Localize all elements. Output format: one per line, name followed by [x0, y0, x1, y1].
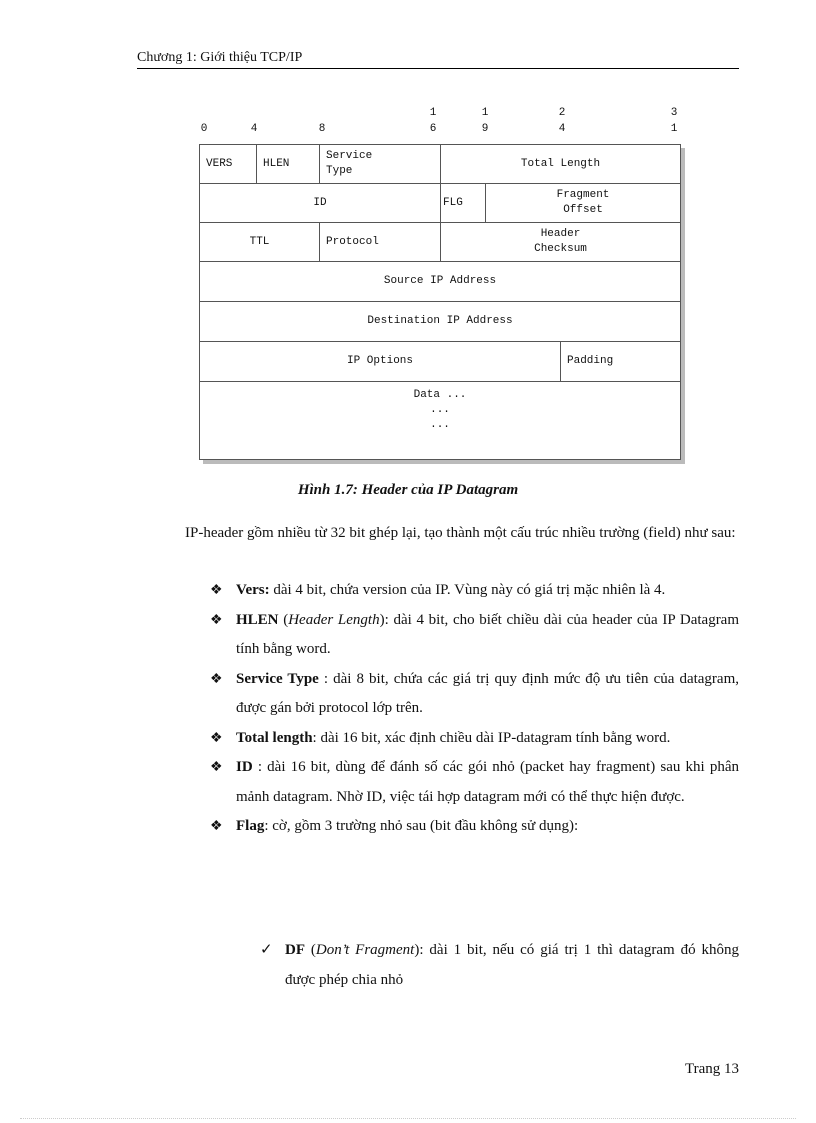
list-item	[210, 724, 739, 754]
bit-tick-bottom: 6	[429, 123, 437, 135]
page-header	[137, 50, 739, 69]
bit-tick-bottom: 9	[481, 123, 489, 135]
field-ip-options: IP Options	[200, 342, 561, 382]
item-text: dài 4 bit, chứa version của IP. Vùng này có giá trị mặc nhiên là 4.	[269, 582, 666, 598]
field-destination-ip: Destination IP Address	[200, 302, 680, 342]
item-text: : dài 16 bit, dùng để đánh số các gói nhỏ (packet hay fragment) sau khi phân mảnh datagram. Nhờ ID, việc tái hợp datagram mới có thể thực hiện được.	[236, 759, 739, 805]
list-item	[210, 753, 739, 812]
field-vers: VERS	[200, 145, 257, 184]
page-number: Trang 13	[684, 1061, 739, 1077]
ip-header-table	[199, 144, 681, 460]
sub-item-term: DF	[285, 942, 305, 958]
field-source-ip: Source IP Address	[200, 262, 680, 302]
item-term: Service Type	[236, 670, 319, 687]
figure-caption: Hình 1.7: Header của IP Datagram	[297, 482, 519, 498]
sub-item-df: ✓ DF (Don’t Fragment): dài 1 bit, nếu có giá trị 1 thì datagram đó không được phép chia nhỏ	[260, 935, 739, 995]
list-item	[210, 812, 739, 842]
bit-tick-bottom: 4	[250, 123, 258, 135]
field-hlen: HLEN	[257, 145, 320, 184]
bit-tick-top: 1	[429, 107, 437, 119]
bullet-icon: ❖	[210, 671, 223, 687]
ip-header-diagram	[196, 106, 696, 466]
bullet-icon: ❖	[210, 819, 223, 834]
bit-tick-top: 1	[481, 107, 489, 119]
bit-tick-bottom: 4	[558, 123, 566, 135]
bullet-icon: ❖	[210, 730, 223, 746]
bullet-icon: ❖	[210, 760, 223, 775]
bit-tick-bottom: 8	[318, 123, 326, 135]
bit-tick-top: 3	[670, 107, 678, 119]
item-term: Vers:	[236, 582, 270, 598]
field-flg: FLG	[441, 184, 486, 223]
bullet-icon: ❖	[210, 583, 223, 598]
field-ttl: TTL	[200, 223, 320, 262]
sub-item-italic: Don’t Fragment	[315, 942, 415, 958]
bit-tick-bottom: 1	[670, 123, 678, 135]
field-id: ID	[200, 184, 441, 223]
field-data: Data ... ... ...	[413, 389, 467, 431]
item-text: ): dài 4 bit, cho biết chiều dài của header của IP Datagram tính bằng word.	[236, 611, 740, 657]
page-bottom-divider	[20, 1118, 796, 1119]
item-term: HLEN	[236, 611, 279, 628]
intro-paragraph: IP-header gồm nhiều từ 32 bit ghép lại, tạo thành một cấu trúc nhiều trường (field) như sau:	[185, 525, 736, 541]
field-fragment-offset: Fragment Offset	[486, 184, 680, 223]
bullet-icon: ❖	[210, 612, 223, 628]
field-header-checksum: Header Checksum	[441, 223, 680, 262]
list-item	[210, 665, 739, 724]
bit-tick-top: 2	[558, 107, 566, 119]
item-text: : dài 8 bit, chứa các giá trị quy định mức độ ưu tiên của datagram, được gán bởi protocol lớp trên.	[236, 670, 740, 716]
chapter-title: Chương 1: Giới thiệu TCP/IP	[137, 50, 303, 65]
item-term: Flag	[236, 818, 265, 834]
item-term: ID	[236, 759, 253, 775]
item-italic: Header Length	[288, 611, 380, 628]
field-padding: Padding	[561, 342, 680, 382]
field-total-length: Total Length	[441, 145, 680, 184]
list-item	[210, 576, 739, 606]
field-service-type: Service Type	[320, 145, 441, 184]
field-protocol: Protocol	[320, 223, 441, 262]
sub-item-text: ): dài 1 bit, nếu có giá trị 1 thì datagram đó không được phép chia nhỏ	[285, 942, 739, 988]
field-list	[210, 576, 739, 842]
item-term: Total length	[236, 729, 313, 746]
check-icon: ✓	[260, 942, 273, 958]
item-text: : dài 16 bit, xác định chiều dài IP-datagram tính bằng word.	[312, 729, 671, 746]
item-text: : cờ, gồm 3 trường nhỏ sau (bit đầu không sử dụng):	[264, 818, 579, 834]
list-item: ❖ HLEN (Header Length): dài 4 bit, cho biết chiều dài của header của IP Datagram tính bằng word.	[210, 606, 739, 665]
bit-tick-bottom: 0	[200, 123, 208, 135]
